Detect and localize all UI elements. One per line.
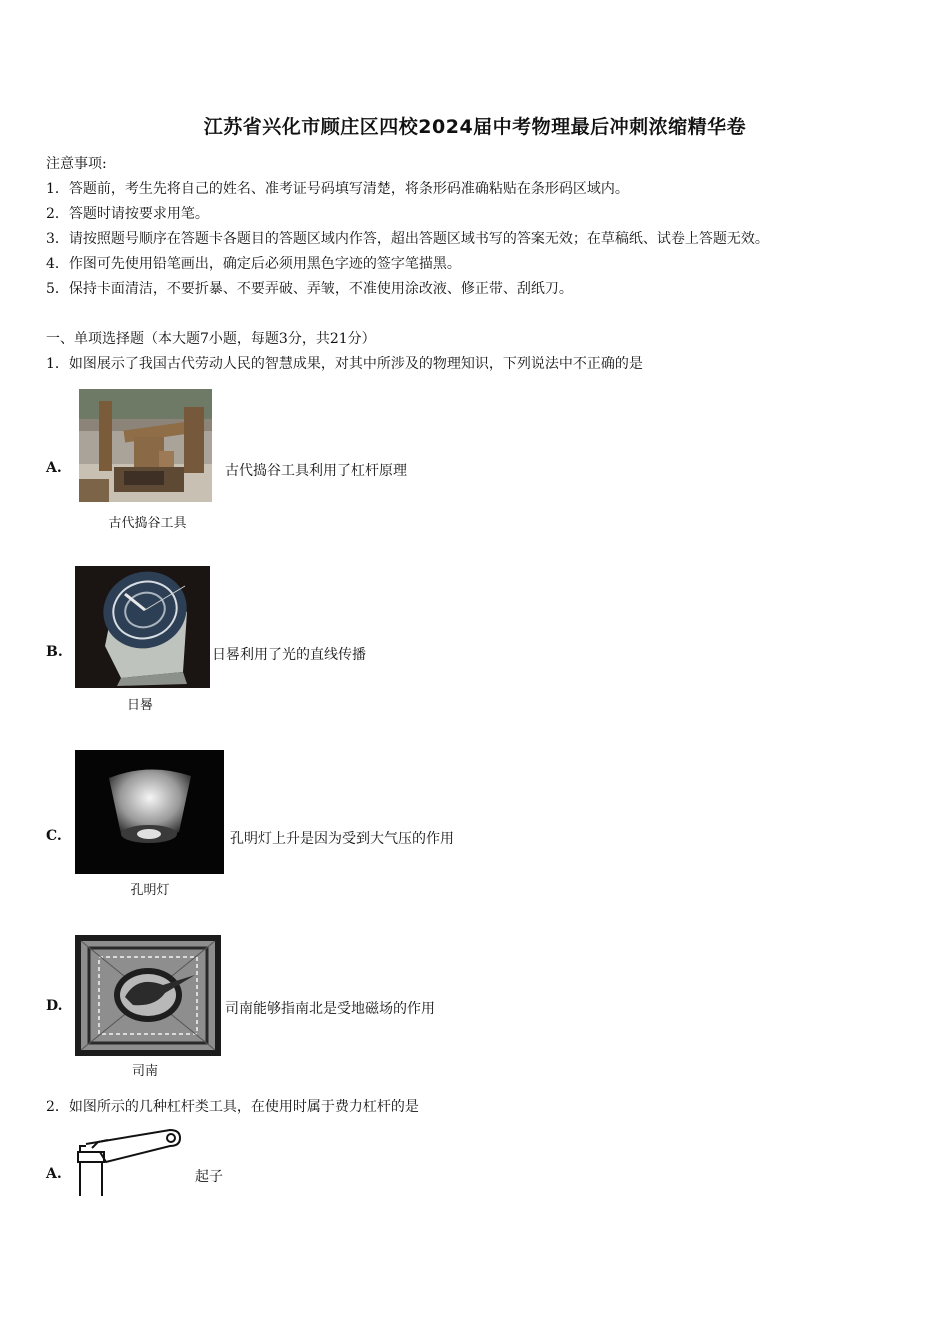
section-heading: 一、单项选择题（本大题7小题，每题3分，共21分） — [46, 331, 376, 347]
pestle-tool-image — [79, 389, 212, 502]
q1-option-a-caption: 古代捣谷工具 — [108, 516, 187, 531]
sundial-image — [75, 566, 210, 688]
notice-item-4: 4．作图可先使用铅笔画出，确定后必须用黑色字迹的签字笔描黑。 — [46, 256, 461, 272]
q1-option-b-caption: 日晷 — [126, 698, 153, 713]
notice-item-3: 3．请按照题号顺序在答题卡各题目的答题区域内作答，超出答题区域书写的答案无效；在草稿纸、试卷上答题无效。 — [46, 231, 769, 247]
notice-item-5: 5．保持卡面清洁，不要折暴、不要弄破、弄皱，不准使用涂改液、修正带、刮纸刀。 — [46, 281, 573, 297]
q2-option-a-letter: A. — [46, 1166, 62, 1182]
q1-option-d-text: 司南能够指南北是受地磁场的作用 — [225, 1001, 435, 1017]
q1-option-a-text: 古代捣谷工具利用了杠杆原理 — [225, 463, 407, 479]
notice-item-1: 1．答题前，考生先将自己的姓名、准考证号码填写清楚，将条形码准确粘贴在条形码区域内。 — [46, 181, 629, 197]
q1-option-b-text: 日晷利用了光的直线传播 — [212, 647, 366, 663]
q2-option-a-text: 起子 — [195, 1169, 223, 1185]
q1-option-b-letter: B. — [46, 644, 63, 660]
page-title: 江苏省兴化市顾庄区四校2024届中考物理最后冲刺浓缩精华卷 — [203, 116, 747, 138]
q1-option-c-letter: C. — [46, 828, 62, 844]
q1-option-d-letter: D. — [46, 998, 63, 1014]
notice-heading: 注意事项: — [46, 156, 107, 172]
q1-option-a-letter: A. — [46, 460, 62, 476]
bottle-opener-image — [72, 1124, 184, 1200]
sky-lantern-image — [75, 750, 224, 874]
q1-option-c-text: 孔明灯上升是因为受到大气压的作用 — [230, 831, 454, 847]
q1-option-d-caption: 司南 — [131, 1064, 158, 1079]
question-1-stem: 1．如图展示了我国古代劳动人民的智慧成果，对其中所涉及的物理知识，下列说法中不正确的是 — [46, 356, 643, 372]
notice-item-2: 2．答题时请按要求用笔。 — [46, 206, 209, 222]
compass-sinan-image — [75, 935, 221, 1056]
q1-option-c-caption: 孔明灯 — [130, 883, 170, 898]
question-2-stem: 2．如图所示的几种杠杆类工具，在使用时属于费力杠杆的是 — [46, 1099, 419, 1115]
